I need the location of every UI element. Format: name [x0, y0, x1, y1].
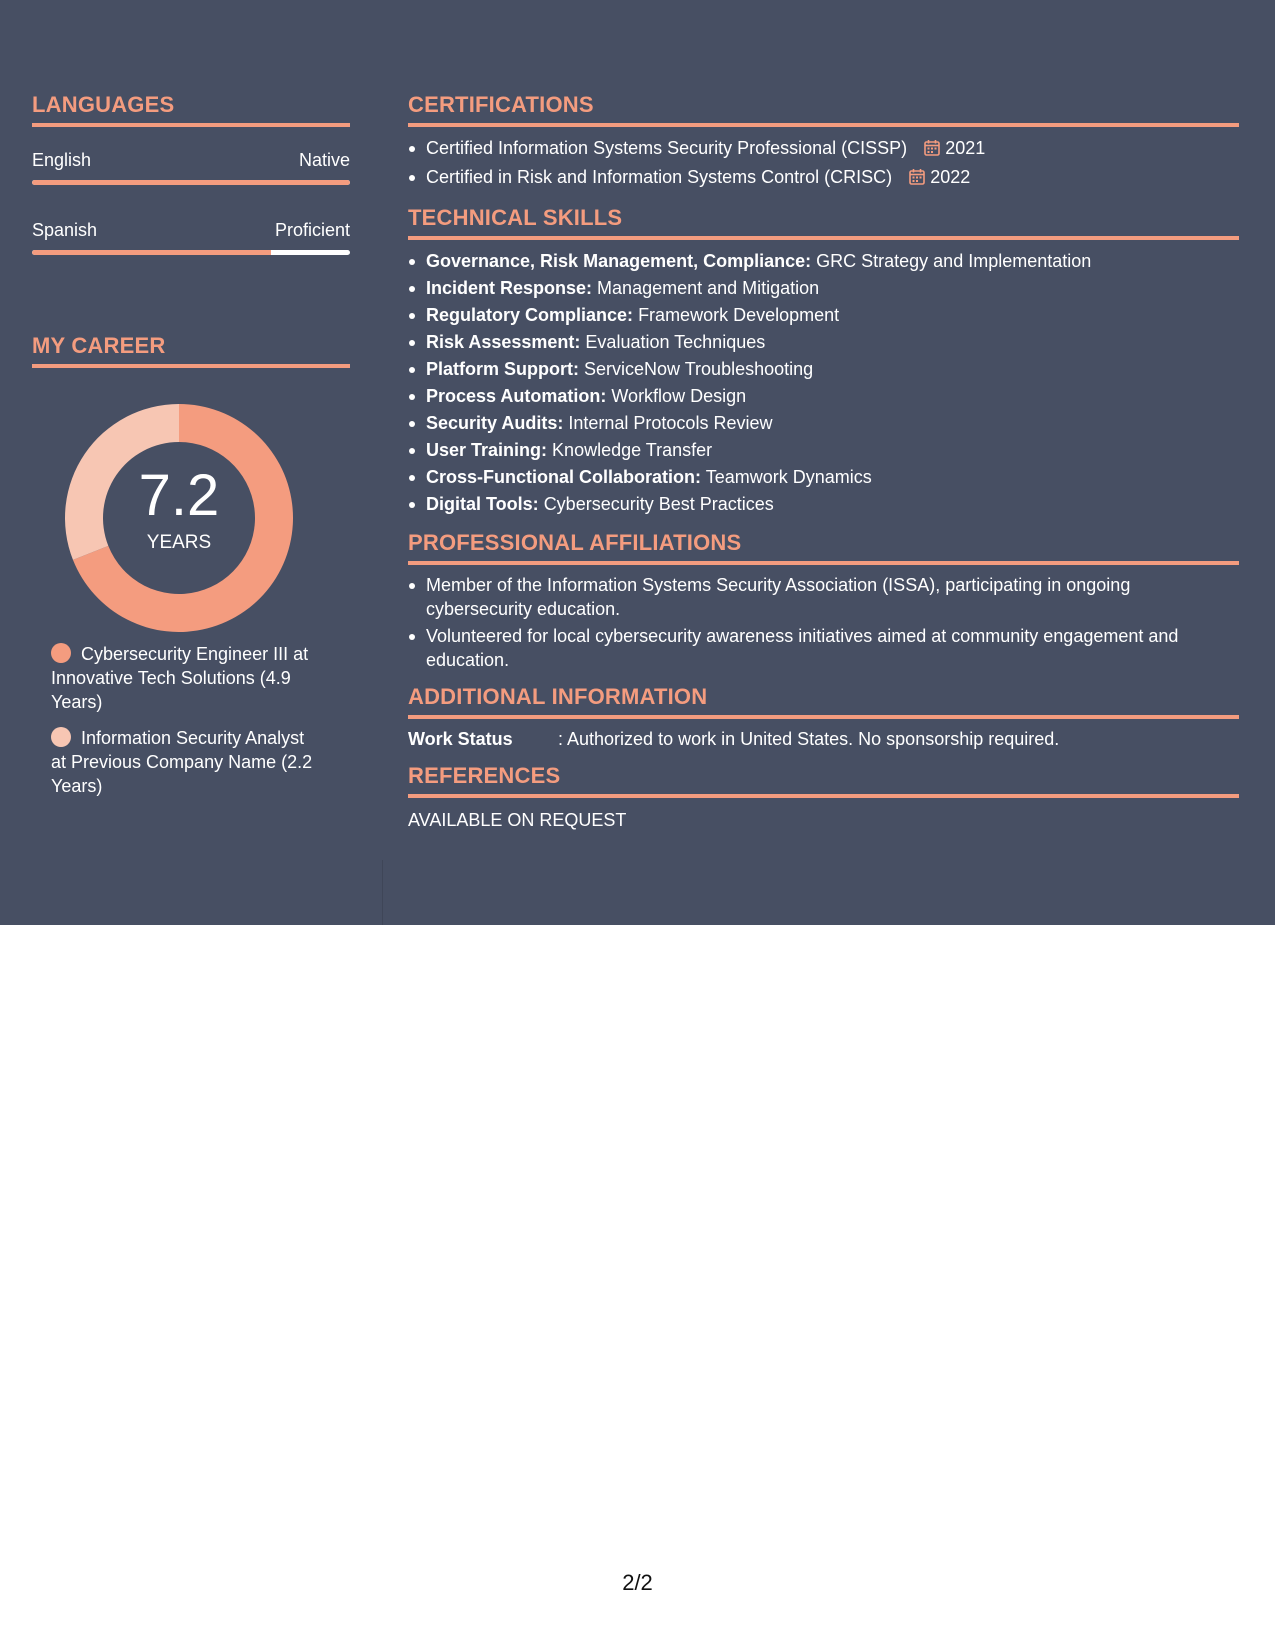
- skill-item: [408, 410, 1239, 437]
- references-title: REFERENCES: [408, 763, 1239, 798]
- skill-value: Evaluation Techniques: [585, 332, 766, 352]
- career-legend-label: Cybersecurity Engineer III at Innovative Tech Solutions (4.9 Years): [51, 644, 309, 712]
- career-legend-item: [51, 726, 322, 798]
- affiliations-title: PROFESSIONAL AFFILIATIONS: [408, 530, 1239, 565]
- skill-label: Risk Assessment:: [426, 332, 581, 352]
- skill-label: Regulatory Compliance:: [426, 305, 634, 325]
- skill-value: Framework Development: [638, 305, 840, 325]
- affiliations-list: [408, 573, 1239, 672]
- skill-label: Cross-Functional Collaboration:: [426, 467, 702, 487]
- affiliation-item: Volunteered for local cybersecurity awareness initiatives aimed at community engagement and education.: [408, 624, 1239, 672]
- affiliation-item: Member of the Information Systems Security Association (ISSA), participating in ongoing cybersecurity education.: [408, 573, 1239, 621]
- certification-year: 2022: [930, 167, 971, 187]
- skill-item: [408, 464, 1239, 491]
- career-donut-chart: [32, 404, 350, 644]
- legend-dot: [51, 727, 71, 747]
- career-total-years: 7.2: [138, 463, 220, 528]
- skills-list: [408, 248, 1239, 518]
- career-total-unit: YEARS: [146, 532, 212, 553]
- skill-value: ServiceNow Troubleshooting: [584, 359, 814, 379]
- references-text: AVAILABLE ON REQUEST: [408, 810, 627, 830]
- skill-value: Knowledge Transfer: [552, 440, 713, 460]
- career-title: MY CAREER: [32, 333, 350, 368]
- language-item: [32, 219, 350, 255]
- language-proficiency-fill: [32, 180, 350, 185]
- skill-value: Workflow Design: [611, 386, 747, 406]
- language-name: Spanish: [32, 220, 98, 240]
- skill-label: Incident Response:: [426, 278, 593, 298]
- skill-value: GRC Strategy and Implementation: [816, 251, 1092, 271]
- certification-year: 2021: [945, 138, 986, 158]
- certification-name: Certified Information Systems Security Professional (CISSP): [426, 138, 908, 158]
- skill-item: [408, 491, 1239, 518]
- skill-value: Teamwork Dynamics: [705, 467, 872, 487]
- work-status-value: : Authorized to work in United States. No sponsorship required.: [558, 729, 1060, 749]
- language-name: English: [32, 150, 92, 170]
- language-proficiency-bar: [32, 180, 350, 185]
- language-level: Proficient: [274, 220, 350, 240]
- page-number: 2/2: [622, 1570, 653, 1595]
- skill-item: [408, 302, 1239, 329]
- skill-label: Platform Support:: [426, 359, 579, 379]
- certifications-title: CERTIFICATIONS: [408, 92, 1239, 127]
- calendar-icon: [924, 137, 940, 164]
- skill-item: [408, 437, 1239, 464]
- work-status-row: [408, 727, 1239, 751]
- certification-item: [408, 135, 1239, 164]
- skill-label: Governance, Risk Management, Compliance:: [426, 251, 812, 271]
- certifications-section: [408, 92, 1239, 193]
- legend-dot: [51, 643, 71, 663]
- additional-info-title: ADDITIONAL INFORMATION: [408, 684, 1239, 719]
- skill-label: Security Audits:: [426, 413, 564, 433]
- certification-name: Certified in Risk and Information Systems Control (CRISC): [426, 167, 893, 187]
- references-section: [408, 763, 1239, 832]
- skill-label: Digital Tools:: [426, 494, 539, 514]
- skill-value: Internal Protocols Review: [568, 413, 773, 433]
- languages-title: LANGUAGES: [32, 92, 350, 127]
- column-divider: [382, 860, 383, 925]
- skill-item: [408, 275, 1239, 302]
- language-proficiency-bar: [32, 250, 350, 255]
- language-level: Native: [298, 150, 350, 170]
- certifications-list: [408, 135, 1239, 193]
- skill-item: [408, 329, 1239, 356]
- language-item: [32, 149, 350, 185]
- skill-label: User Training:: [426, 440, 548, 460]
- skills-section: [408, 205, 1239, 518]
- right-column: [408, 92, 1239, 832]
- left-column: [32, 92, 350, 810]
- work-status-label: Work Status: [408, 729, 513, 749]
- additional-info-section: [408, 684, 1239, 751]
- certification-item: [408, 164, 1239, 193]
- skill-label: Process Automation:: [426, 386, 607, 406]
- skill-item: [408, 248, 1239, 275]
- skill-item: [408, 356, 1239, 383]
- skill-item: [408, 383, 1239, 410]
- career-legend-item: [51, 642, 322, 714]
- skills-title: TECHNICAL SKILLS: [408, 205, 1239, 240]
- calendar-icon: [909, 166, 925, 193]
- language-proficiency-fill: [32, 250, 271, 255]
- skill-value: Management and Mitigation: [597, 278, 820, 298]
- career-legend: [32, 642, 322, 798]
- skill-value: Cybersecurity Best Practices: [543, 494, 774, 514]
- affiliations-section: [408, 530, 1239, 672]
- career-legend-label: Information Security Analyst at Previous Company Name (2.2 Years): [51, 728, 313, 796]
